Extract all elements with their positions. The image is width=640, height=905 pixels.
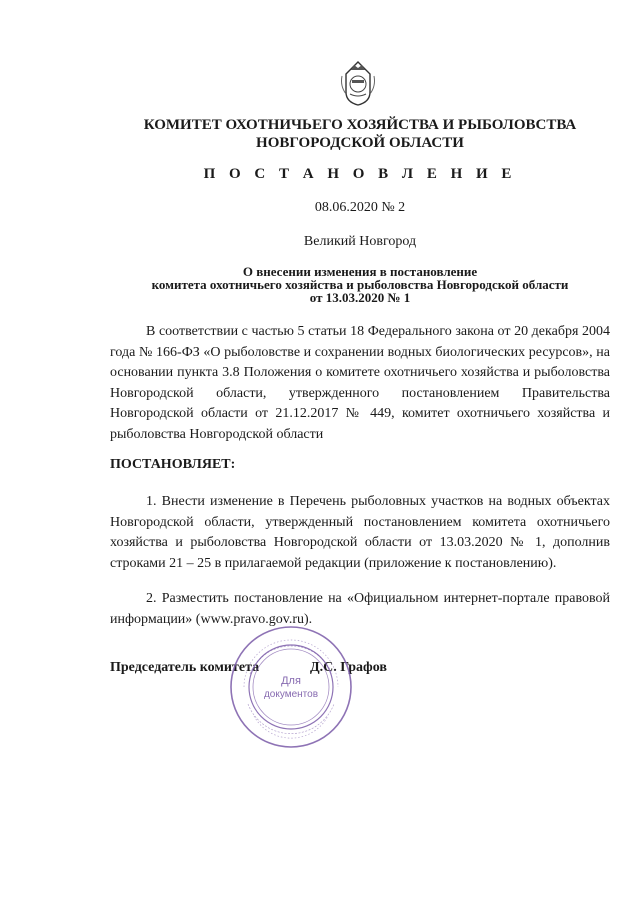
stamp-center-line2: документов	[263, 689, 319, 700]
org-title-line1: КОМИТЕТ ОХОТНИЧЬЕГО ХОЗЯЙСТВА И РЫБОЛОВСТВА	[143, 117, 577, 133]
signatory-title: Председатель комитета	[110, 660, 260, 675]
org-title-line2: НОВГОРОДСКОЙ ОБЛАСТИ	[256, 135, 464, 151]
decree-heading: ПОСТАНОВЛЯЕТ:	[110, 457, 236, 472]
document-subject	[110, 265, 610, 304]
subject-line3: от 13.03.2020 № 1	[309, 290, 411, 305]
signatory-name: Д.С. Графов	[310, 660, 387, 675]
decree-item-1: 1. Внести изменение в Перечень рыболовных участков на водных объектах Новгородской области, утвержденный постановлением комитета охотничьего хозяйства и рыболовства Новгородской области от 13.03.2020 № 1, дополнив строками 21 – 25 в прилагаемой редакции (приложение к постановлению).	[110, 494, 610, 571]
coat-of-arms-icon	[338, 58, 378, 106]
subject-line2: комитета охотничьего хозяйства и рыболовства Новгородской области	[151, 277, 569, 292]
stamp-center-line1: Для	[281, 675, 301, 687]
official-stamp	[228, 624, 354, 750]
document-type: П О С Т А Н О В Л Е Н И Е	[203, 166, 517, 182]
document-date-number: 08.06.2020 № 2	[314, 200, 406, 215]
preamble-paragraph: В соответствии с частью 5 статьи 18 Федерального закона от 20 декабря 2004 года № 166-ФЗ «О рыболовстве и сохранении водных биологических ресурсов», на основании пункта 3.8 Положения о комитете охотничьего хозяйства и рыболовства Новгородской области, утвержденного постановлением Правительства Новгородской области от 21.12.2017 № 449, комитет охотничьего хозяйства и рыболовства Новгородской области	[110, 324, 610, 442]
document-place: Великий Новгород	[303, 234, 417, 249]
decree-item-2: 2. Разместить постановление на «Официальном интернет-портале правовой информации» (www.pravo.gov.ru).	[110, 591, 610, 627]
subject-line1: О внесении изменения в постановление	[242, 264, 478, 279]
